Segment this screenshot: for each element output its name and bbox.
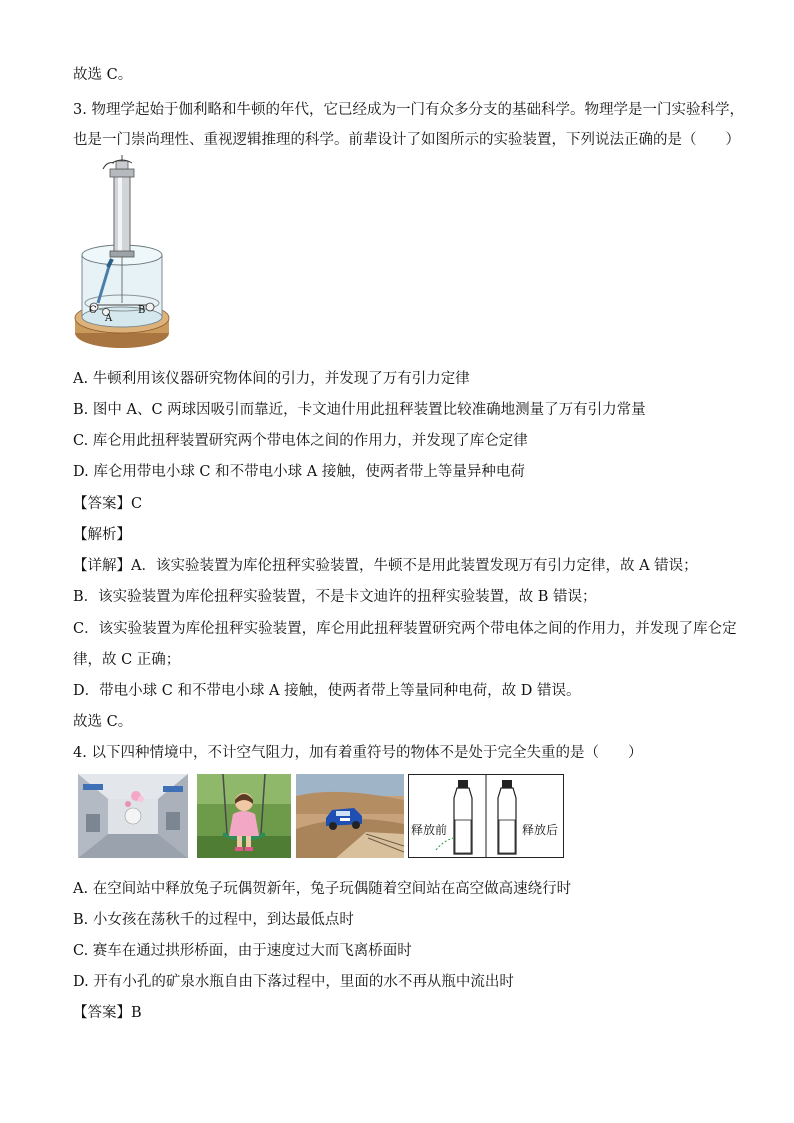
q4-option-a: A. 在空间站中释放兔子玩偶贺新年，兔子玩偶随着空间站在高空做高速绕行时 <box>73 881 572 897</box>
ball-c-label: C <box>89 305 97 316</box>
q4-option-d: D. 开有小孔的矿泉水瓶自由下落过程中，里面的水不再从瓶中流出时 <box>73 974 514 990</box>
q3-option-b: B. 图中 A、C 两球因吸引而靠近，卡文迪什用此扭秤装置比较准确地测量了万有引力常量 <box>73 402 646 418</box>
question-3-stem-line1: 3. 物理学起始于伽利略和牛顿的年代，它已经成为一门有众多分支的基础科学。物理学是一门实验科学， <box>73 102 744 118</box>
torsion-balance-figure <box>72 155 172 370</box>
q3-detail-line1: 【详解】A．该实验装置为库伦扭秤实验装置，牛顿不是用此装置发现万有引力定律，故 A 错误； <box>73 558 698 574</box>
q4-answer: 【答案】B <box>73 1005 142 1021</box>
torsion-balance-drawing <box>72 155 172 370</box>
rally-car-photo <box>296 774 404 858</box>
q3-analysis-heading: 【解析】 <box>73 527 131 543</box>
ball-b-label: B <box>138 305 146 316</box>
after-release-label: 释放后 <box>522 823 559 837</box>
q3-detail-line4: 律，故 C 正确； <box>73 652 181 668</box>
q3-option-d: D. 库仑用带电小球 C 和不带电小球 A 接触，使两者带上等量异种电荷 <box>73 464 525 480</box>
space-station-photo <box>78 774 188 858</box>
q4-option-b: B. 小女孩在荡秋千的过程中，到达最低点时 <box>73 912 354 928</box>
q3-answer: 【答案】C <box>73 496 143 512</box>
girl-swing-photo <box>197 774 291 858</box>
q4-option-c: C. 赛车在通过拱形桥面，由于速度过大而飞离桥面时 <box>73 943 412 959</box>
q3-detail-line3: C．该实验装置为库伦扭秤实验装置，库仑用此扭秤装置研究两个带电体之间的作用力，并发现了库仑定 <box>73 621 737 637</box>
q3-prev-answer-end: 故选 C。 <box>73 67 133 83</box>
question-3-stem-line2: 也是一门崇尚理性、重视逻辑推理的科学。前辈设计了如图所示的实验装置，下列说法正确的是（ ） <box>73 132 740 148</box>
q3-detail-line2: B．该实验装置为库伦扭秤实验装置，不是卡文迪许的扭秤实验装置，故 B 错误； <box>73 589 597 605</box>
water-bottle-diagram <box>408 774 564 858</box>
q3-detail-line5: D．带电小球 C 和不带电小球 A 接触，使两者带上等量同种电荷，故 D 错误。 <box>73 683 581 699</box>
before-release-label: 释放前 <box>411 823 448 837</box>
ball-a-label: A <box>105 313 113 324</box>
bottle-after-release <box>498 780 516 854</box>
q3-option-c: C. 库仑用此扭秤装置研究两个带电体之间的作用力，并发现了库仑定律 <box>73 433 528 449</box>
question-4-stem: 4. 以下四种情境中，不计空气阻力，加有着重符号的物体不是处于完全失重的是（ ） <box>73 745 643 761</box>
q3-conclusion: 故选 C。 <box>73 714 133 730</box>
q3-option-a: A. 牛顿利用该仪器研究物体间的引力，并发现了万有引力定律 <box>73 371 470 387</box>
